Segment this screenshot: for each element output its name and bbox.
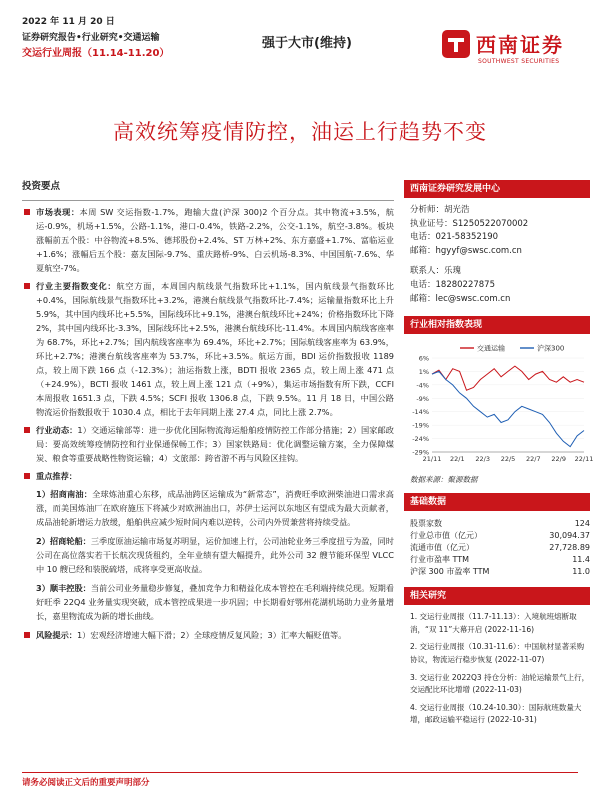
analyst-info <box>404 204 590 306</box>
bullet-label: 行业动态： <box>36 425 78 435</box>
report-date: 2022 年 11 月 20 日 <box>22 17 115 27</box>
table-row <box>410 541 590 553</box>
bullet-icon <box>24 283 30 289</box>
southwest-securities-logo <box>440 24 586 70</box>
series-line-1 <box>432 372 584 447</box>
contact-email[interactable]: 邮箱：lec@swsc.com.cn <box>410 293 511 304</box>
y-tick-label: -19% <box>412 421 429 430</box>
recommendation-text: 三季度原油运输市场复苏明显，运价加速上行，公司油轮业务三季度扭亏为盈，同时公司在高位落实若干长航次现货租约，全年业绩有望大幅提升，此外公司 32 艘节能环保型 VLCC 中 10 艘已经和装脱硫塔，成将享受更高收益。 <box>36 536 394 574</box>
related-list <box>404 611 590 727</box>
table-row <box>410 565 590 577</box>
y-tick-label: -4% <box>416 381 429 390</box>
related-item[interactable]: 1. 交运行业周报（11.7-11.13）：入境航班熔断取消，“双 11”大幕开启 (2022-11-16) <box>410 612 577 634</box>
section-heading: 投资要点 <box>22 181 61 192</box>
bullet-recommend <box>22 469 394 483</box>
recommendation-text: 当前公司业务量稳步修复，叠加竞争力和精益化成本管控在毛利端持续兑现。短期看好旺季 22Q4 业务量实现突破，成本管控成果进一步巩固；中长期看好鄂州花湖机场助力业务量增长，嘉里物流成为新的增长曲线。 <box>36 583 394 621</box>
key-data-value: 11.4 <box>572 554 590 564</box>
analyst-cert: 执业证号：S1250522070002 <box>410 218 529 229</box>
logo-mark-icon <box>440 28 472 60</box>
x-tick-label: 22/5 <box>500 455 516 464</box>
chart-svg <box>404 340 594 472</box>
contact-phone: 电话：18280227875 <box>410 279 495 290</box>
logo-cn: 西南证券 <box>476 33 564 57</box>
analyst-phone: 电话：021-58352190 <box>410 232 499 243</box>
contact-name: 联系人：乐瑰 <box>410 266 462 277</box>
relative-index-chart <box>404 340 594 472</box>
recommendation-item <box>22 534 394 576</box>
bullet-news <box>22 423 394 465</box>
key-data-label: 行业总市值（亿元） <box>410 530 482 540</box>
sidebar <box>404 180 594 732</box>
x-tick-label: 22/3 <box>475 455 490 464</box>
key-data-label: 流通市值（亿元） <box>410 542 474 552</box>
related-item[interactable]: 2. 交运行业周报（10.31-11.6）：中国航材显著采购协议，物流运行稳步恢复 (2022-11-07) <box>410 642 585 664</box>
main-content <box>22 180 394 646</box>
y-tick-label: 1% <box>418 368 429 377</box>
analyst-email[interactable]: 邮箱：hgyyf@swsc.com.cn <box>410 245 522 256</box>
related-item[interactable]: 3. 交运行业 2022Q3 持仓分析：油轮运输景气上行，交运配比环比增增 (2022-11-03) <box>410 672 590 695</box>
legend-label: 沪深300 <box>537 344 565 353</box>
y-tick-label: -9% <box>416 394 429 403</box>
footer-note: 请务必阅读正文后的重要声明部分 <box>22 778 150 788</box>
related-title: 相关研究 <box>404 587 590 605</box>
key-data-value: 30,094.37 <box>549 530 590 540</box>
logo-en: SOUTHWEST SECURITIES <box>478 58 560 65</box>
key-data-value: 27,728.89 <box>549 542 590 552</box>
x-tick-label: 21/11 <box>422 455 442 464</box>
key-data-label: 沪深 300 市盈率 TTM <box>410 566 490 576</box>
y-tick-label: -14% <box>412 408 429 417</box>
bullet-label: 市场表现： <box>36 207 80 217</box>
table-row <box>410 517 590 529</box>
key-data-value: 124 <box>574 518 590 528</box>
bullet-label: 风险提示： <box>36 630 77 640</box>
bullet-icon <box>24 427 30 433</box>
x-tick-label: 22/7 <box>526 455 541 464</box>
recommendation-item <box>22 581 394 623</box>
bullet-label: 重点推荐： <box>36 471 77 481</box>
legend-label: 交通运输 <box>477 344 505 353</box>
x-tick-label: 22/9 <box>551 455 566 464</box>
related-item[interactable]: 4. 交运行业周报（10.24-10.30）：国际航班数量大增，邮政运输平稳运行 (2022-10-31) <box>410 702 582 725</box>
recommendation-label: 3）顺丰控股： <box>36 583 91 593</box>
chart-source: 数据来源：聚源数据 <box>410 475 478 485</box>
y-tick-label: 6% <box>418 354 429 363</box>
bullet-icon <box>24 632 30 638</box>
report-series: 证券研究报告•行业研究•交通运输 <box>22 33 160 43</box>
recommendation-item <box>22 487 394 529</box>
bullet-index <box>22 279 394 419</box>
key-data-label: 行业市盈率 TTM <box>410 554 470 564</box>
bullet-risk <box>22 628 394 642</box>
recommendation-label: 2）招商轮船： <box>36 536 91 546</box>
divider <box>22 200 394 201</box>
recommendation-label: 1）招商南油： <box>36 489 93 499</box>
bullet-icon <box>24 473 30 479</box>
bullet-text: 本周 SW 交运指数-1.7%，跑输大盘(沪深 300)2 个百分点。其中物流+3.5%，航运-0.9%，机场+1.5%，公路-1.1%，港口-0.4%，铁路-2.2%，公交-1.1%，航空-3.8%。板块涨幅前五个股：中谷物流+8.5%、德邦股份+2.4%、ST 万林+2%、东方嘉盛+1.7%、富临运业+1.6%；涨幅后五个股：嘉友国际-9.7%、重庆路桥-9%、白云机场-8.3%、中国国航-7.6%、华夏航空-7%。 <box>36 207 394 273</box>
key-data-value: 11.0 <box>572 566 590 576</box>
table-row <box>410 553 590 565</box>
bullet-market <box>22 205 394 275</box>
bullet-icon <box>24 209 30 215</box>
bullet-label: 行业主要指数变化： <box>36 281 117 291</box>
y-tick-label: -24% <box>412 435 429 444</box>
recommendation-text: 全球炼油重心东移，成品油跨区运输成为“新常态”，消费旺季欧洲柴油进口需求高涨，而美国炼油厂在欧府施压下将减少对欧洲油出口，苏伊士运河以东地区有望成为最大贡献者，成品油轮新增运力放缓，船舶供应减少短时间内难以逆转，公司内外贸兼营将持续受益。 <box>36 489 394 527</box>
report-period: 交运行业周报（11.14-11.20） <box>22 48 170 59</box>
x-tick-label: 22/1 <box>450 455 465 464</box>
x-tick-label: 22/11 <box>574 455 594 464</box>
bullet-text: 1）交通运输部等：进一步优化国际物流海运船舶疫情防控工作部分措施；2）国家邮政局：要高效统筹疫情防控和行业保通保畅工作；3）国家铁路局：优化调整运输方案，全力保障煤炭、粮食等重要战略性物资运输；4）文旅部：跨省游不再与风险区挂钩。 <box>36 425 394 463</box>
chart-title: 行业相对指数表现 <box>404 316 590 334</box>
institute-title: 西南证券研究发展中心 <box>404 180 590 198</box>
bullet-text: 1）宏观经济增速大幅下滑；2）全球疫情反复风险；3）汇率大幅贬值等。 <box>76 630 347 640</box>
analyst-name: 分析师：胡光浩 <box>410 205 470 215</box>
table-row <box>410 529 590 541</box>
key-data-label: 股票家数 <box>410 518 442 528</box>
report-title: 高效统筹疫情防控，油运上行趋势不变 <box>113 120 487 144</box>
footer-divider <box>22 772 578 773</box>
key-data-table <box>410 517 590 577</box>
key-data-title: 基础数据 <box>404 493 590 511</box>
bullet-text: 航空方面，本周国内航线景气指数环比+1.1%，国内航线景气指数环比+0.4%，国际航线景气指数环比+3.2%，港澳台航线景气指数环比-7.4%；运输量指数环比上升 5.9%，其中国内线环比+5.5%，国际线环比+9.1%，港澳台航线环比+24%；价格指数环比下降 2%，其中国内线环比-3.3%，国际线环比+2.5%，港澳台航线环比-11.4%。本周国内航线客座率为 68.7%，环比+2.7%；国内航线客座率为 69.4%，环比+2.7%；国际航线客座率为 63.9%，环比+2.7%；港澳台航线客座率为 53.7%，环比+3.5%。航运方面，BDI 运价指数报收 1189 点，较上周下跌 166 点（-12.3%）；油运指数上涨，BDTI 报收 2365 点，较上周上涨 471 点（+24.9%），BCTI 报收 1461 点，较上周上涨 121 点（+9%），集运市场指数有所下跌，CCFI 本周报收 1651.3 点，下跌 4.5%；SCFI 报收 1306.8 点，下跌 9.5%。11 月 18 日，中国公路物流运价指数报收于 1030.4 点，相比于去年同期上涨 27.4 点，同比上涨 2.7%。 <box>36 281 394 417</box>
y-tick-label: -29% <box>412 448 429 457</box>
rating: 强于大市(维持) <box>262 36 352 51</box>
